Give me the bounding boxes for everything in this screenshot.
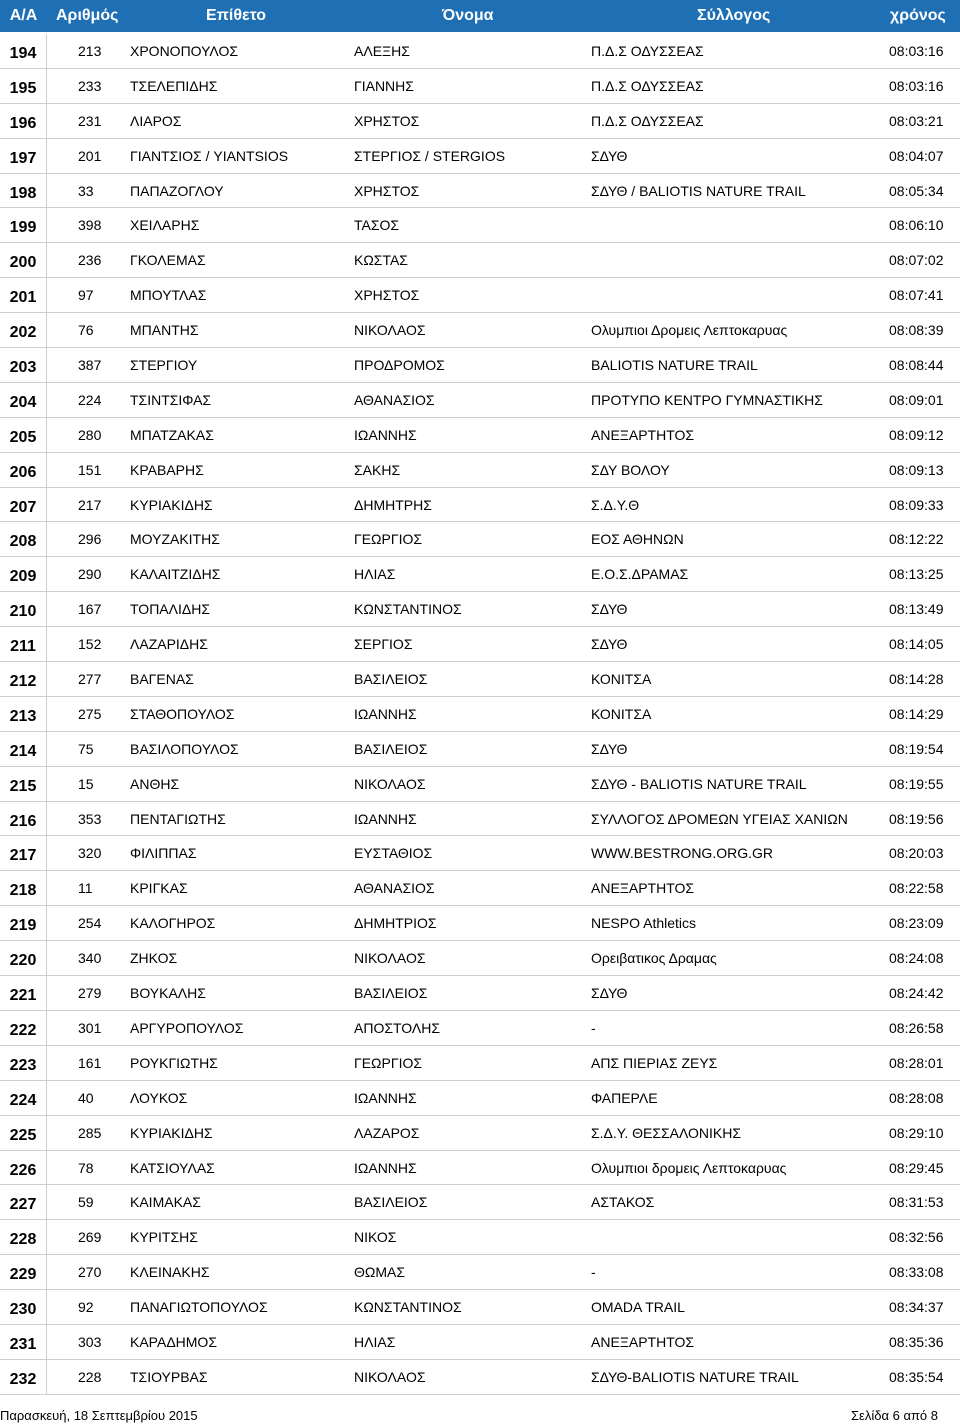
result-rank: 203 <box>0 348 47 382</box>
table-row <box>0 313 960 348</box>
result-rank: 228 <box>0 1220 47 1254</box>
result-rank: 202 <box>0 313 47 347</box>
table-row <box>0 174 960 209</box>
result-club: - <box>591 1019 596 1036</box>
page-footer <box>0 1406 960 1425</box>
result-bib: 296 <box>78 531 102 548</box>
table-row <box>0 1290 960 1325</box>
result-firstname: ΚΩΣΤΑΣ <box>354 252 408 269</box>
result-bib: 269 <box>78 1229 102 1246</box>
result-firstname: ΓΕΩΡΓΙΟΣ <box>354 531 422 548</box>
result-firstname: ΝΙΚΟΛΑΟΣ <box>354 775 426 792</box>
result-time: 08:06:10 <box>889 217 944 234</box>
header-firstname: Όνομα <box>442 7 494 24</box>
result-bib: 152 <box>78 636 102 653</box>
result-time: 08:12:22 <box>889 531 944 548</box>
result-rank: 217 <box>0 836 47 870</box>
table-row <box>0 941 960 976</box>
result-firstname: ΙΩΑΝΝΗΣ <box>354 426 417 443</box>
result-firstname: ΓΕΩΡΓΙΟΣ <box>354 1054 422 1071</box>
result-bib: 201 <box>78 147 102 164</box>
result-time: 08:09:12 <box>889 426 944 443</box>
result-surname: ΛΙΑΡΟΣ <box>130 112 182 129</box>
result-club: BALIOTIS NATURE TRAIL <box>591 357 758 374</box>
result-bib: 387 <box>78 357 102 374</box>
result-surname: ΒΑΓΕΝΑΣ <box>130 671 194 688</box>
result-rank: 226 <box>0 1151 47 1185</box>
result-firstname: ΘΩΜΑΣ <box>354 1264 406 1281</box>
table-row <box>0 1325 960 1360</box>
result-club: ΑΣΤΑΚΟΣ <box>591 1194 655 1211</box>
result-time: 08:28:01 <box>889 1054 944 1071</box>
result-time: 08:24:42 <box>889 985 944 1002</box>
table-row <box>0 278 960 313</box>
result-time: 08:07:02 <box>889 252 944 269</box>
result-club: Ορειβατικος Δραμας <box>591 950 717 967</box>
result-bib: 231 <box>78 112 102 129</box>
result-club: Σ.Δ.Υ.Θ <box>591 496 640 513</box>
table-row <box>0 836 960 871</box>
result-firstname: ΒΑΣΙΛΕΙΟΣ <box>354 1194 428 1211</box>
footer-date: Παρασκευή, 18 Σεπτεμβρίου 2015 <box>0 1408 198 1423</box>
result-time: 08:14:28 <box>889 671 944 688</box>
result-surname: ΚΑΛΟΓΗΡΟΣ <box>130 915 216 932</box>
result-time: 08:35:36 <box>889 1333 944 1350</box>
result-rank: 207 <box>0 488 47 522</box>
result-club: ΠΡΟΤΥΠΟ ΚΕΝΤΡΟ ΓΥΜΝΑΣΤΙΚΗΣ <box>591 391 823 408</box>
result-surname: ΚΥΡΙΑΚΙΔΗΣ <box>130 1124 213 1141</box>
result-bib: 151 <box>78 461 102 478</box>
result-surname: ΚΡΙΓΚΑΣ <box>130 880 188 897</box>
table-row <box>0 1255 960 1290</box>
result-time: 08:19:56 <box>889 810 944 827</box>
result-firstname: ΝΙΚΟΛΑΟΣ <box>354 322 426 339</box>
result-club: ΚΟΝΙΤΣΑ <box>591 705 652 722</box>
result-firstname: ΝΙΚΟΛΑΟΣ <box>354 1368 426 1385</box>
result-firstname: ΠΡΟΔΡΟΜΟΣ <box>354 357 445 374</box>
result-club: ΣΔΥΘ <box>591 601 628 618</box>
result-club: Ολυμπιοι Δρομεις Λεπτοκαρυας <box>591 322 788 339</box>
table-row <box>0 906 960 941</box>
result-time: 08:31:53 <box>889 1194 944 1211</box>
table-row <box>0 522 960 557</box>
result-time: 08:35:54 <box>889 1368 944 1385</box>
result-firstname: ΑΛΕΞΗΣ <box>354 43 410 59</box>
result-bib: 59 <box>78 1194 94 1211</box>
table-row <box>0 243 960 278</box>
result-surname: ΚΡΑΒΑΡΗΣ <box>130 461 204 478</box>
result-firstname: ΧΡΗΣΤΟΣ <box>354 112 420 129</box>
result-club: ΣΔΥ ΒΟΛΟΥ <box>591 461 670 478</box>
result-bib: 301 <box>78 1019 102 1036</box>
result-firstname: ΣΤΕΡΓΙΟΣ / STERGIOS <box>354 147 506 164</box>
result-time: 08:13:49 <box>889 601 944 618</box>
table-row <box>0 697 960 732</box>
result-surname: ΖΗΚΟΣ <box>130 950 178 967</box>
result-bib: 161 <box>78 1054 102 1071</box>
result-bib: 270 <box>78 1264 102 1281</box>
result-surname: ΓΙΑΝΤΣΙΟΣ / YIANTSIOS <box>130 147 289 164</box>
result-bib: 236 <box>78 252 102 269</box>
result-rank: 213 <box>0 697 47 731</box>
result-surname: ΜΠΟΥΤΛΑΣ <box>130 287 207 304</box>
result-club: - <box>591 1264 596 1281</box>
table-row <box>0 1360 960 1395</box>
result-surname: ΚΛΕΙΝΑΚΗΣ <box>130 1264 210 1281</box>
result-firstname: ΙΩΑΝΝΗΣ <box>354 705 417 722</box>
result-rank: 194 <box>0 34 47 68</box>
result-firstname: ΚΩΝΣΤΑΝΤΙΝΟΣ <box>354 1299 462 1316</box>
result-club: ΑΝΕΞΑΡΤΗΤΟΣ <box>591 1333 695 1350</box>
result-surname: ΚΥΡΙΤΣΗΣ <box>130 1229 198 1246</box>
result-bib: 213 <box>78 43 102 59</box>
result-rank: 210 <box>0 592 47 626</box>
result-firstname: ΓΙΑΝΝΗΣ <box>354 77 414 94</box>
result-firstname: ΛΑΖΑΡΟΣ <box>354 1124 420 1141</box>
result-firstname: ΤΑΣΟΣ <box>354 217 400 234</box>
result-club: ΦΑΠΕΡΛΕ <box>591 1089 658 1106</box>
result-club: ΣΔΥΘ <box>591 740 628 757</box>
table-row <box>0 208 960 243</box>
header-club: Σύλλογος <box>697 7 771 24</box>
result-bib: 254 <box>78 915 102 932</box>
result-time: 08:05:34 <box>889 182 944 199</box>
result-bib: 76 <box>78 322 94 339</box>
result-rank: 223 <box>0 1046 47 1080</box>
result-bib: 398 <box>78 217 102 234</box>
result-time: 08:09:01 <box>889 391 944 408</box>
table-row <box>0 104 960 139</box>
result-club: ΣΥΛΛΟΓΟΣ ΔΡΟΜΕΩΝ ΥΓΕΙΑΣ ΧΑΝΙΩΝ <box>591 810 848 827</box>
result-surname: ΧΡΟΝΟΠΟΥΛΟΣ <box>130 43 239 59</box>
result-club: ΕΟΣ ΑΘΗΝΩΝ <box>591 531 684 548</box>
result-time: 08:03:16 <box>889 77 944 94</box>
result-bib: 320 <box>78 845 102 862</box>
table-row <box>0 592 960 627</box>
result-club: Σ.Δ.Υ. ΘΕΣΣΑΛΟΝΙΚΗΣ <box>591 1124 742 1141</box>
result-surname: ΠΑΠΑΖΟΓΛΟΥ <box>130 182 224 199</box>
result-time: 08:03:16 <box>889 43 944 59</box>
result-firstname: ΒΑΣΙΛΕΙΟΣ <box>354 740 428 757</box>
result-firstname: ΙΩΑΝΝΗΣ <box>354 810 417 827</box>
result-bib: 97 <box>78 287 94 304</box>
result-rank: 219 <box>0 906 47 940</box>
result-rank: 209 <box>0 557 47 591</box>
table-row <box>0 348 960 383</box>
result-club: Π.Δ.Σ ΟΔΥΣΣΕΑΣ <box>591 77 704 94</box>
header-time: χρόνος <box>890 7 946 24</box>
result-club: ΣΔΥΘ / BALIOTIS NATURE TRAIL <box>591 182 806 199</box>
table-row <box>0 627 960 662</box>
result-rank: 229 <box>0 1255 47 1289</box>
result-time: 08:08:44 <box>889 357 944 374</box>
table-row <box>0 1185 960 1220</box>
table-row <box>0 34 960 69</box>
result-firstname: ΧΡΗΣΤΟΣ <box>354 182 420 199</box>
result-time: 08:22:58 <box>889 880 944 897</box>
result-bib: 15 <box>78 775 94 792</box>
result-firstname: ΔΗΜΗΤΡΙΟΣ <box>354 915 437 932</box>
table-row <box>0 488 960 523</box>
result-bib: 340 <box>78 950 102 967</box>
result-rank: 232 <box>0 1360 47 1394</box>
table-row <box>0 732 960 767</box>
result-bib: 75 <box>78 740 94 757</box>
result-rank: 201 <box>0 278 47 312</box>
result-rank: 196 <box>0 104 47 138</box>
result-bib: 78 <box>78 1159 94 1176</box>
result-firstname: ΑΘΑΝΑΣΙΟΣ <box>354 880 435 897</box>
result-rank: 198 <box>0 174 47 208</box>
result-bib: 167 <box>78 601 102 618</box>
result-club: Π.Δ.Σ ΟΔΥΣΣΕΑΣ <box>591 112 704 129</box>
result-time: 08:09:13 <box>889 461 944 478</box>
result-surname: ΒΟΥΚΑΛΗΣ <box>130 985 206 1002</box>
result-time: 08:29:10 <box>889 1124 944 1141</box>
result-time: 08:19:54 <box>889 740 944 757</box>
result-club: OMADA TRAIL <box>591 1299 685 1316</box>
result-surname: ΤΣΙΝΤΣΙΦΑΣ <box>130 391 212 408</box>
result-surname: ΠΕΝΤΑΓΙΩΤΗΣ <box>130 810 226 827</box>
result-time: 08:33:08 <box>889 1264 944 1281</box>
result-rank: 212 <box>0 662 47 696</box>
table-row <box>0 418 960 453</box>
result-firstname: ΣΕΡΓΙΟΣ <box>354 636 413 653</box>
table-row <box>0 1151 960 1186</box>
result-rank: 222 <box>0 1011 47 1045</box>
result-club: Ε.Ο.Σ.ΔΡΑΜΑΣ <box>591 566 689 583</box>
result-rank: 200 <box>0 243 47 277</box>
result-surname: ΠΑΝΑΓΙΩΤΟΠΟΥΛΟΣ <box>130 1299 268 1316</box>
result-rank: 218 <box>0 871 47 905</box>
result-club: ΣΔΥΘ-BALIOTIS NATURE TRAIL <box>591 1368 799 1385</box>
result-bib: 285 <box>78 1124 102 1141</box>
result-time: 08:26:58 <box>889 1019 944 1036</box>
result-surname: ΤΟΠΑΛΙΔΗΣ <box>130 601 210 618</box>
result-surname: ΓΚΟΛΕΜΑΣ <box>130 252 206 269</box>
result-rank: 231 <box>0 1325 47 1359</box>
result-surname: ΤΣΙΟΥΡΒΑΣ <box>130 1368 208 1385</box>
result-time: 08:14:29 <box>889 705 944 722</box>
result-surname: ΚΥΡΙΑΚΙΔΗΣ <box>130 496 213 513</box>
table-row <box>0 1220 960 1255</box>
result-rank: 220 <box>0 941 47 975</box>
result-surname: ΜΠΑΝΤΗΣ <box>130 322 199 339</box>
result-club: ΣΔΥΘ <box>591 636 628 653</box>
result-firstname: ΙΩΑΝΝΗΣ <box>354 1089 417 1106</box>
result-bib: 303 <box>78 1333 102 1350</box>
result-time: 08:34:37 <box>889 1299 944 1316</box>
result-surname: ΚΑΡΑΔΗΜΟΣ <box>130 1333 217 1350</box>
result-time: 08:14:05 <box>889 636 944 653</box>
result-firstname: ΝΙΚΟΛΑΟΣ <box>354 950 426 967</box>
result-bib: 224 <box>78 391 102 408</box>
table-row <box>0 557 960 592</box>
result-club: Ολυμπιοι δρομεις Λεπτοκαρυας <box>591 1159 787 1176</box>
result-rank: 199 <box>0 208 47 242</box>
result-bib: 353 <box>78 810 102 827</box>
result-surname: ΜΠΑΤΖΑΚΑΣ <box>130 426 214 443</box>
results-table <box>0 34 960 1395</box>
result-firstname: ΗΛΙΑΣ <box>354 1333 396 1350</box>
result-time: 08:13:25 <box>889 566 944 583</box>
result-rank: 227 <box>0 1185 47 1219</box>
result-surname: ΑΝΘΗΣ <box>130 775 180 792</box>
result-surname: ΒΑΣΙΛΟΠΟΥΛΟΣ <box>130 740 239 757</box>
result-bib: 290 <box>78 566 102 583</box>
result-rank: 205 <box>0 418 47 452</box>
result-bib: 40 <box>78 1089 94 1106</box>
result-surname: ΧΕΙΛΑΡΗΣ <box>130 217 200 234</box>
result-rank: 225 <box>0 1116 47 1150</box>
table-row <box>0 662 960 697</box>
result-bib: 92 <box>78 1299 94 1316</box>
result-club: ΣΔΥΘ <box>591 985 628 1002</box>
result-rank: 206 <box>0 453 47 487</box>
result-surname: ΚΑΙΜΑΚΑΣ <box>130 1194 201 1211</box>
table-row <box>0 767 960 802</box>
result-time: 08:04:07 <box>889 147 944 164</box>
result-club: ΣΔΥΘ - BALIOTIS NATURE TRAIL <box>591 775 807 792</box>
result-firstname: ΔΗΜΗΤΡΗΣ <box>354 496 432 513</box>
result-surname: ΚΑΤΣΙΟΥΛΑΣ <box>130 1159 215 1176</box>
result-bib: 233 <box>78 77 102 94</box>
result-bib: 217 <box>78 496 102 513</box>
result-rank: 195 <box>0 69 47 103</box>
result-time: 08:23:09 <box>889 915 944 932</box>
result-time: 08:28:08 <box>889 1089 944 1106</box>
result-rank: 215 <box>0 767 47 801</box>
result-club: ΚΟΝΙΤΣΑ <box>591 671 652 688</box>
result-rank: 211 <box>0 627 47 661</box>
result-bib: 275 <box>78 705 102 722</box>
header-surname: Επίθετο <box>206 7 267 24</box>
result-club: ΑΠΣ ΠΙΕΡΙΑΣ ΖΕΥΣ <box>591 1054 718 1071</box>
result-bib: 277 <box>78 671 102 688</box>
result-firstname: ΒΑΣΙΛΕΙΟΣ <box>354 985 428 1002</box>
result-rank: 230 <box>0 1290 47 1324</box>
result-rank: 208 <box>0 522 47 556</box>
result-surname: ΣΤΕΡΓΙΟΥ <box>130 357 198 374</box>
result-time: 08:08:39 <box>889 322 944 339</box>
result-firstname: ΧΡΗΣΤΟΣ <box>354 287 420 304</box>
result-surname: ΛΟΥΚΟΣ <box>130 1089 188 1106</box>
result-surname: ΚΑΛΑΙΤΖΙΔΗΣ <box>130 566 221 583</box>
table-row <box>0 1081 960 1116</box>
table-row <box>0 976 960 1011</box>
header-rank: Α/Α <box>9 7 38 24</box>
result-firstname: ΝΙΚΟΣ <box>354 1229 397 1246</box>
result-bib: 11 <box>78 880 93 897</box>
result-rank: 197 <box>0 139 47 173</box>
result-club: Π.Δ.Σ ΟΔΥΣΣΕΑΣ <box>591 43 704 59</box>
result-firstname: ΙΩΑΝΝΗΣ <box>354 1159 417 1176</box>
result-bib: 280 <box>78 426 102 443</box>
result-club: ΣΔΥΘ <box>591 147 628 164</box>
table-row <box>0 1046 960 1081</box>
result-surname: ΤΣΕΛΕΠΙΔΗΣ <box>130 77 218 94</box>
result-club: NESPO Athletics <box>591 915 697 932</box>
result-firstname: ΗΛΙΑΣ <box>354 566 396 583</box>
result-rank: 214 <box>0 732 47 766</box>
table-row <box>0 871 960 906</box>
result-bib: 33 <box>78 182 94 199</box>
table-row <box>0 69 960 104</box>
result-firstname: ΚΩΝΣΤΑΝΤΙΝΟΣ <box>354 601 462 618</box>
result-surname: ΣΤΑΘΟΠΟΥΛΟΣ <box>130 705 235 722</box>
result-club: ΑΝΕΞΑΡΤΗΤΟΣ <box>591 880 695 897</box>
table-row <box>0 1116 960 1151</box>
table-row <box>0 453 960 488</box>
header-bib: Αριθμός <box>56 7 119 24</box>
table-row <box>0 802 960 837</box>
result-firstname: ΑΘΑΝΑΣΙΟΣ <box>354 391 435 408</box>
result-club: ΑΝΕΞΑΡΤΗΤΟΣ <box>591 426 695 443</box>
result-surname: ΛΑΖΑΡΙΔΗΣ <box>130 636 208 653</box>
result-time: 08:29:45 <box>889 1159 944 1176</box>
footer-page-number: Σελίδα 6 από 8 <box>851 1408 938 1423</box>
result-surname: ΡΟΥΚΓΙΩΤΗΣ <box>130 1054 218 1071</box>
result-firstname: ΑΠΟΣΤΟΛΗΣ <box>354 1019 441 1036</box>
result-club: WWW.BESTRONG.ORG.GR <box>591 845 773 862</box>
result-firstname: ΕΥΣΤΑΘΙΟΣ <box>354 845 433 862</box>
result-time: 08:32:56 <box>889 1229 944 1246</box>
table-header <box>0 0 960 32</box>
result-time: 08:09:33 <box>889 496 944 513</box>
result-rank: 204 <box>0 383 47 417</box>
result-bib: 279 <box>78 985 102 1002</box>
result-rank: 216 <box>0 802 47 836</box>
table-row <box>0 139 960 174</box>
result-time: 08:24:08 <box>889 950 944 967</box>
result-time: 08:03:21 <box>889 112 944 129</box>
result-time: 08:20:03 <box>889 845 944 862</box>
result-rank: 224 <box>0 1081 47 1115</box>
result-surname: ΑΡΓΥΡΟΠΟΥΛΟΣ <box>130 1019 244 1036</box>
result-surname: ΦΙΛΙΠΠΑΣ <box>130 845 197 862</box>
result-time: 08:19:55 <box>889 775 944 792</box>
result-surname: ΜΟΥΖΑΚΙΤΗΣ <box>130 531 220 548</box>
result-bib: 228 <box>78 1368 102 1385</box>
result-firstname: ΣΑΚΗΣ <box>354 461 401 478</box>
result-rank: 221 <box>0 976 47 1010</box>
table-row <box>0 1011 960 1046</box>
table-row <box>0 383 960 418</box>
result-time: 08:07:41 <box>889 287 944 304</box>
result-firstname: ΒΑΣΙΛΕΙΟΣ <box>354 671 428 688</box>
